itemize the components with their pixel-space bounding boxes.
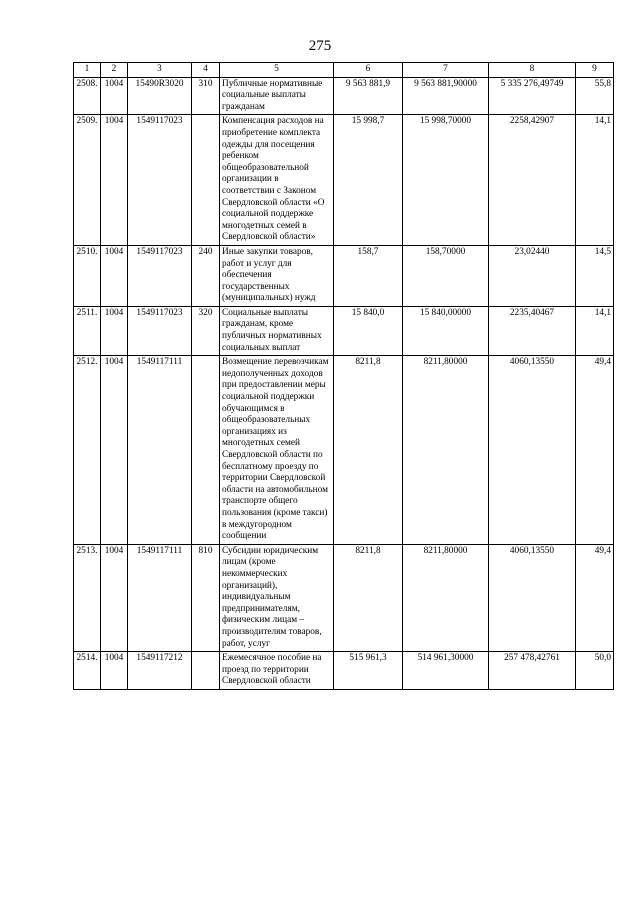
value-col7: 8211,80000: [403, 544, 489, 651]
target-code: 1549117023: [128, 245, 192, 306]
value-col7: 158,70000: [403, 245, 489, 306]
row-number: 2510.: [74, 245, 101, 306]
row-number: 2512.: [74, 356, 101, 545]
table-row: [74, 245, 614, 306]
table-row: [74, 544, 614, 651]
value-col8: 23,02440: [489, 245, 576, 306]
table-row: [74, 652, 614, 690]
value-col9: 49,4: [576, 356, 614, 545]
value-col6: 8211,8: [334, 356, 403, 545]
column-header: 8: [489, 63, 576, 78]
value-col9: 49,4: [576, 544, 614, 651]
expense-type: 310: [192, 77, 220, 115]
table-row: [74, 306, 614, 355]
value-col7: 9 563 881,90000: [403, 77, 489, 115]
item-name: Социальные выплаты гражданам, кроме публичных нормативных социальных выплат: [220, 306, 334, 355]
expense-type: [192, 652, 220, 690]
column-header: 6: [334, 63, 403, 78]
value-col6: 15 840,0: [334, 306, 403, 355]
row-number: 2511.: [74, 306, 101, 355]
value-col9: 14,1: [576, 115, 614, 246]
section-code: 1004: [101, 306, 128, 355]
item-name: Субсидии юридическим лицам (кроме некоммерческих организаций), индивидуальным предпринимателям, физическим лицам – производителям товаров, работ, услуг: [220, 544, 334, 651]
target-code: 1549117023: [128, 306, 192, 355]
value-col8: 5 335 276,49749: [489, 77, 576, 115]
value-col8: 4060,13550: [489, 356, 576, 545]
section-code: 1004: [101, 652, 128, 690]
section-code: 1004: [101, 356, 128, 545]
item-name: Компенсация расходов на приобретение комплекта одежды для посещения ребенком общеобразовательной организации в соответствии с Законом Свердловской области «О социальной поддержке многодетных семей в Свердловской области»: [220, 115, 334, 246]
expense-type: 810: [192, 544, 220, 651]
value-col6: 15 998,7: [334, 115, 403, 246]
table-row: [74, 115, 614, 246]
row-number: 2509.: [74, 115, 101, 246]
table-header-row: [74, 63, 614, 78]
column-header: 1: [74, 63, 101, 78]
section-code: 1004: [101, 115, 128, 246]
column-header: 7: [403, 63, 489, 78]
value-col9: 50,0: [576, 652, 614, 690]
target-code: 1549117111: [128, 544, 192, 651]
item-name: Публичные нормативные социальные выплаты гражданам: [220, 77, 334, 115]
value-col9: 14,5: [576, 245, 614, 306]
value-col6: 515 961,3: [334, 652, 403, 690]
expense-type: [192, 356, 220, 545]
column-header: 4: [192, 63, 220, 78]
section-code: 1004: [101, 245, 128, 306]
value-col7: 514 961,30000: [403, 652, 489, 690]
value-col6: 8211,8: [334, 544, 403, 651]
table-row: [74, 356, 614, 545]
budget-table: [73, 62, 614, 690]
row-number: 2508.: [74, 77, 101, 115]
value-col6: 158,7: [334, 245, 403, 306]
target-code: 15490R3020: [128, 77, 192, 115]
target-code: 1549117111: [128, 356, 192, 545]
target-code: 1549117212: [128, 652, 192, 690]
value-col8: 257 478,42761: [489, 652, 576, 690]
value-col9: 55,8: [576, 77, 614, 115]
column-header: 3: [128, 63, 192, 78]
value-col8: 2258,42907: [489, 115, 576, 246]
column-header: 9: [576, 63, 614, 78]
row-number: 2514.: [74, 652, 101, 690]
target-code: 1549117023: [128, 115, 192, 246]
value-col7: 15 840,00000: [403, 306, 489, 355]
column-header: 2: [101, 63, 128, 78]
item-name: Ежемесячное пособие на проезд по территории Свердловской области: [220, 652, 334, 690]
value-col6: 9 563 881,9: [334, 77, 403, 115]
value-col8: 4060,13550: [489, 544, 576, 651]
table-row: [74, 77, 614, 115]
row-number: 2513.: [74, 544, 101, 651]
expense-type: 320: [192, 306, 220, 355]
value-col7: 15 998,70000: [403, 115, 489, 246]
item-name: Иные закупки товаров, работ и услуг для обеспечения государственных (муниципальных) нужд: [220, 245, 334, 306]
value-col8: 2235,40467: [489, 306, 576, 355]
expense-type: 240: [192, 245, 220, 306]
value-col9: 14,1: [576, 306, 614, 355]
section-code: 1004: [101, 544, 128, 651]
item-name: Возмещение перевозчикам недополученных доходов при предоставлении меры социальной поддержки обучающимся в общеобразовательных организациях из многодетных семей Свердловской области по бесплатному проезду по территории Свердловской области на автомобильном транспорте общего пользования (кроме такси) в междугородном сообщении: [220, 356, 334, 545]
page-number: 275: [308, 38, 332, 54]
column-header: 5: [220, 63, 334, 78]
value-col7: 8211,80000: [403, 356, 489, 545]
expense-type: [192, 115, 220, 246]
section-code: 1004: [101, 77, 128, 115]
